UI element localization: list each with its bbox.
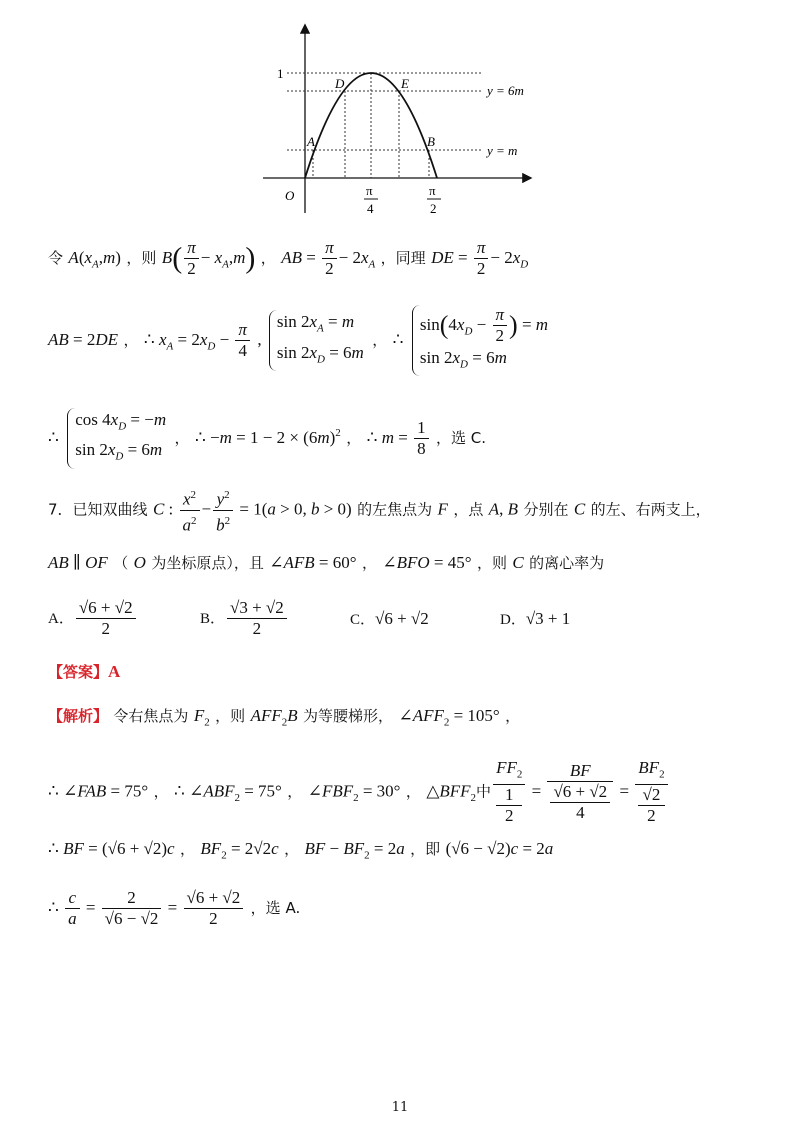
text-xuanC: ，选 C.	[435, 428, 486, 447]
text-comma-12: ，	[284, 840, 300, 858]
text-comma-5: ，	[346, 428, 362, 447]
tick-pi2-num: π	[429, 183, 436, 198]
text-xuanA: ，选 A.	[250, 899, 301, 917]
analysis-line-1: 【解析】 令右焦点为 $F_2$ ，则 $AFF_2B$ 为等腰梯形， $\angle AFF_2 = 105^\circ$ ，	[48, 706, 521, 729]
q7-mid4: 的左、右两支上，	[590, 500, 711, 519]
graph-label-origin: O	[285, 188, 295, 203]
answer-line	[48, 661, 120, 683]
graph-label-ym: y = m	[487, 143, 518, 158]
answer-value: A	[108, 662, 121, 681]
solution-line-1: 令 $A(x_A,m)$ ，则 B( $\frac{\pi}{2}$ − $x_A,m$) ， AB = $\frac{\pi}{2}$ − $2x_A$ ，同理 DE = $\frac{\pi}{2}$ − $2x_D$	[48, 238, 529, 278]
tick-pi2-den: 2	[430, 201, 437, 216]
text-tongli: ，同理	[380, 249, 426, 267]
text-comma-8: ，	[153, 782, 169, 801]
graph-label-B: B	[427, 134, 435, 149]
text-ling: 令	[48, 249, 64, 267]
q7-prefix: 7．已知双曲线	[48, 500, 148, 519]
text-comma-4: ，	[174, 428, 190, 447]
q7-mid2: ，点	[453, 500, 484, 519]
q7-line2a: （	[113, 554, 129, 572]
question-7-line-2: AB ∥ OF （ O 为坐标原点），且 ∠AFB = 60° ， ∠BFO = 45° ，则 C 的离心率为	[48, 553, 605, 572]
graph-label-D: D	[335, 76, 345, 91]
analysis-1a: 令右焦点为	[113, 707, 189, 725]
option-C-label: C．	[350, 612, 376, 628]
option-A-label: A．	[48, 611, 74, 627]
graph-label-A: A	[307, 134, 315, 149]
text-comma-1: ，	[260, 249, 276, 267]
text-comma-10: ，	[405, 782, 421, 801]
solution-line-2: AB = 2DE ， ∴ $x_A = 2x_D$ − $\frac{\pi}{4}$ , $\sin 2x_A = m$ $\sin 2x_D = 6m$ ， ∴ $\sin(4x_D$ − $\frac{\pi}{2}$ ) = m $\sin 2x_D = 6m$	[48, 305, 551, 376]
q7-line2b: 为坐标原点），且	[151, 554, 264, 572]
question-7-line-1: 7．已知双曲线 C : $\frac{x^2}{a^2}$ − $\frac{y^2}{b^2}$ = 1(a > 0, b > 0) 的左焦点为 F ，点 A, B 分别在 C 的左、右两支上，	[48, 485, 711, 535]
text-comma-7: ，	[505, 707, 521, 725]
text-comma-6: ，	[361, 554, 377, 572]
text-zhong: 中	[476, 782, 492, 801]
q7-line2d: 的离心率为	[529, 554, 605, 572]
analysis-1c: 为等腰梯形，	[303, 707, 394, 725]
option-D-label: D．	[500, 612, 526, 628]
text-ji: ，即	[410, 840, 441, 858]
analysis-line-2: ∴ ∠FAB = 75° ， ∴ $\angle ABF_2 = 75^\circ$ ， $\angle FBF_2 = 30^\circ$ ， $\triangle BFF_2$中 $FF_2$ 1 2 = BF √6 + √2 4 = $BF_2$ √2 2	[48, 758, 670, 826]
sine-graph-figure	[255, 18, 545, 228]
tick-pi4-den: 4	[367, 201, 374, 216]
text-comma-3: ，	[372, 331, 388, 350]
analysis-label: 【解析】	[48, 707, 109, 725]
q7-mid: 的左焦点为	[357, 500, 433, 519]
graph-label-one: 1	[277, 66, 284, 81]
option-B-label: B．	[200, 611, 226, 627]
graph-label-y6m: y = 6m	[487, 83, 524, 98]
solution-line-3: ∴ $\cos 4x_D = -m$ $\sin 2x_D = 6m$ ， ∴ $-m = 1 - 2 \times (6m)^2$ ， ∴ m = $\frac{1}{8}$ ，选 C.	[48, 408, 486, 469]
text-comma-9: ，	[287, 782, 303, 801]
graph-label-E: E	[401, 76, 409, 91]
option-D: D．√3 + 1	[500, 609, 571, 628]
analysis-line-4: ∴ $\frac{c}{a}$ = $\frac{2}{√6 - √2}$ = $\frac{√6 + √2}{2}$ ，选 A.	[48, 888, 301, 928]
answer-label: 【答案】	[48, 663, 109, 681]
tick-pi4-num: π	[366, 183, 373, 198]
page-number: 11	[391, 1100, 409, 1115]
q7-line2c: ，则	[476, 554, 507, 572]
analysis-1b: ，则	[215, 707, 246, 725]
option-B: B． $\frac{√3 + √2}{2}$	[200, 598, 289, 639]
option-A: A． $\frac{√6 + √2}{2}$	[48, 598, 138, 639]
analysis-line-3: ∴ BF = (√6 + √2)c ， $BF_2 = 2√2c$ ， BF − $BF_2 = 2a$ ，即 (√6 − √2)c = 2a	[48, 839, 554, 862]
text-ze: ，则	[126, 249, 157, 267]
q7-mid3: 分别在	[523, 500, 569, 519]
option-C: C．√6 + √2	[350, 609, 429, 628]
text-comma-2: ，	[123, 331, 139, 350]
text-comma-11: ，	[179, 840, 195, 858]
